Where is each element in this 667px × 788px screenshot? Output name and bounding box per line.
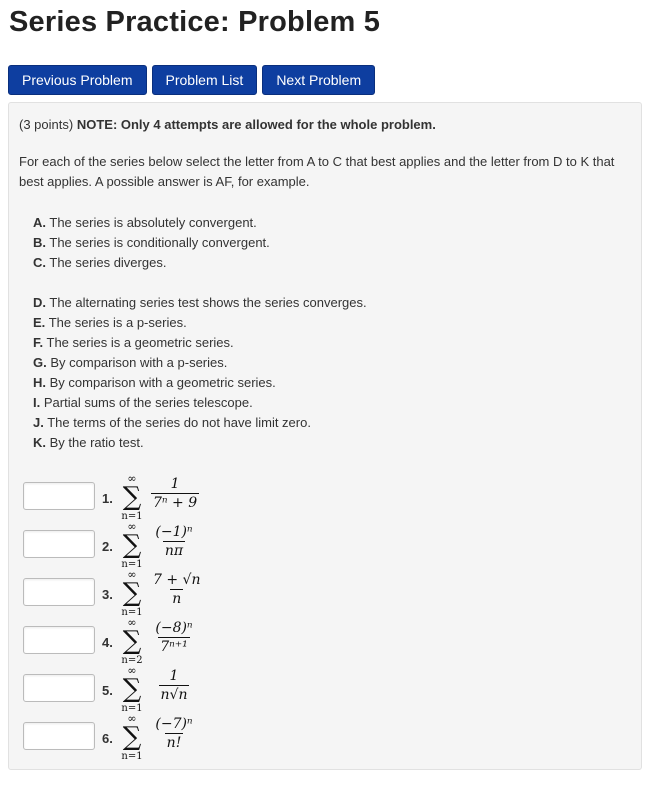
series-term xyxy=(151,571,202,608)
sum-upper-limit: ∞ xyxy=(127,520,137,533)
term-denominator: 7ⁿ + 9 xyxy=(153,495,198,511)
sigma-icon: ∑ xyxy=(122,530,142,560)
answer-input-3[interactable] xyxy=(23,578,95,606)
answer-input-6[interactable] xyxy=(23,722,95,750)
term-denominator: n! xyxy=(166,735,182,751)
instructions: For each of the series below select the letter from A to C that best applies and the letter from D to K that best applies. A possible answer is AF, for example. xyxy=(19,154,615,189)
series-question-2 xyxy=(21,520,321,571)
sum-upper-limit: ∞ xyxy=(127,664,137,677)
option-item: A. The series is absolutely convergent. xyxy=(33,215,257,230)
answer-input-2[interactable] xyxy=(23,530,95,558)
series-term xyxy=(151,619,197,656)
option-item: D. The alternating series test shows the series converges. xyxy=(33,295,367,310)
answer-options-d-k xyxy=(33,293,367,453)
term-denominator: n√n xyxy=(160,687,188,703)
series-term xyxy=(151,475,199,512)
problem-header xyxy=(19,117,436,132)
attempts-note: NOTE: Only 4 attempts are allowed for the whole problem. xyxy=(76,117,436,132)
question-number: 4. xyxy=(102,635,113,650)
sum-lower-limit: n=2 xyxy=(121,655,143,666)
question-number: 3. xyxy=(102,587,113,602)
series-term xyxy=(151,715,197,752)
sigma-icon: ∑ xyxy=(122,626,142,656)
summation-symbol xyxy=(121,569,143,618)
term-numerator: (−7)ⁿ xyxy=(155,716,193,732)
option-item: J. The terms of the series do not have limit zero. xyxy=(33,415,311,430)
sigma-icon: ∑ xyxy=(122,674,142,704)
sum-upper-limit: ∞ xyxy=(127,472,137,485)
problem-panel xyxy=(8,102,642,770)
term-numerator: (−8)ⁿ xyxy=(155,620,193,636)
sum-lower-limit: n=1 xyxy=(121,559,143,570)
term-denominator: nπ xyxy=(164,543,184,559)
option-item: H. By comparison with a geometric series. xyxy=(33,375,276,390)
answer-input-4[interactable] xyxy=(23,626,95,654)
problem-list-button[interactable]: Problem List xyxy=(152,65,258,95)
problem-nav xyxy=(8,65,375,95)
question-number: 5. xyxy=(102,683,113,698)
series-question-3 xyxy=(21,568,321,619)
summation-symbol xyxy=(121,665,143,714)
option-item: I. Partial sums of the series telescope. xyxy=(33,395,253,410)
sigma-icon: ∑ xyxy=(122,722,142,752)
answer-options-a-c xyxy=(33,213,270,273)
sum-lower-limit: n=1 xyxy=(121,751,143,762)
series-term xyxy=(151,523,197,560)
sigma-icon: ∑ xyxy=(122,578,142,608)
term-numerator: 1 xyxy=(170,476,180,492)
sigma-icon: ∑ xyxy=(122,482,142,512)
series-question-1 xyxy=(21,472,321,523)
summation-symbol xyxy=(121,617,143,666)
sum-upper-limit: ∞ xyxy=(127,568,137,581)
sum-lower-limit: n=1 xyxy=(121,511,143,522)
series-question-6 xyxy=(21,712,321,763)
series-question-4 xyxy=(21,616,321,667)
sum-upper-limit: ∞ xyxy=(127,616,137,629)
term-numerator: (−1)ⁿ xyxy=(155,524,193,540)
sum-lower-limit: n=1 xyxy=(121,607,143,618)
series-question-5 xyxy=(21,664,321,715)
question-number: 2. xyxy=(102,539,113,554)
term-numerator: 7 + √n xyxy=(153,572,201,588)
option-item: B. The series is conditionally convergent. xyxy=(33,235,270,250)
question-number: 6. xyxy=(102,731,113,746)
summation-symbol xyxy=(121,521,143,570)
next-problem-button[interactable]: Next Problem xyxy=(262,65,375,95)
series-term xyxy=(151,667,197,704)
answer-input-5[interactable] xyxy=(23,674,95,702)
term-denominator: n xyxy=(172,591,182,607)
points-label: (3 points) xyxy=(19,117,74,132)
summation-symbol xyxy=(121,713,143,762)
option-item: F. The series is a geometric series. xyxy=(33,335,234,350)
term-denominator: 7ⁿ⁺¹ xyxy=(160,639,188,655)
question-number: 1. xyxy=(102,491,113,506)
option-item: C. The series diverges. xyxy=(33,255,167,270)
term-numerator: 1 xyxy=(169,668,179,684)
summation-symbol xyxy=(121,473,143,522)
sum-upper-limit: ∞ xyxy=(127,712,137,725)
sum-lower-limit: n=1 xyxy=(121,703,143,714)
page-title: Series Practice: Problem 5 xyxy=(9,6,381,38)
option-item: E. The series is a p-series. xyxy=(33,315,187,330)
answer-input-1[interactable] xyxy=(23,482,95,510)
option-item: G. By comparison with a p-series. xyxy=(33,355,228,370)
option-item: K. By the ratio test. xyxy=(33,435,144,450)
previous-problem-button[interactable]: Previous Problem xyxy=(8,65,147,95)
